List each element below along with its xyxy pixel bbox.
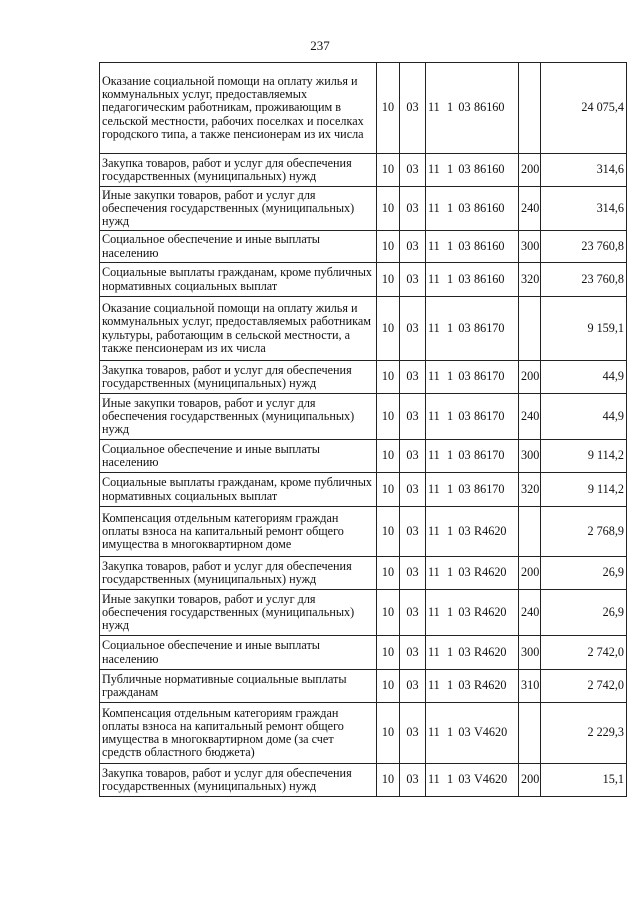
expense-type-code: 240 — [519, 187, 541, 231]
target-article-part: 03 — [458, 644, 471, 659]
target-article-code — [426, 394, 519, 440]
target-article-part: 1 — [446, 200, 454, 215]
expense-type-code: 200 — [519, 154, 541, 187]
target-article-part: 03 — [458, 271, 471, 286]
target-article-part: 11 — [428, 200, 440, 215]
expense-type-code: 310 — [519, 670, 541, 703]
target-article-part: 1 — [446, 100, 454, 115]
subsection-code: 03 — [400, 764, 426, 797]
target-article-part: 86160 — [474, 162, 505, 177]
amount: 23 760,8 — [541, 263, 627, 297]
subsection-code: 03 — [400, 394, 426, 440]
amount: 9 159,1 — [541, 297, 627, 361]
budget-table — [99, 62, 627, 797]
target-article-part: 11 — [428, 481, 440, 496]
target-article-part: R4620 — [474, 678, 507, 693]
table-row — [100, 231, 627, 263]
row-description: Закупка товаров, работ и услуг для обеспечения государственных (муниципальных) нужд — [100, 361, 377, 394]
target-article-part: 11 — [428, 408, 440, 423]
amount: 314,6 — [541, 154, 627, 187]
target-article-part: V4620 — [474, 725, 508, 740]
row-description: Иные закупки товаров, работ и услуг для обеспечения государственных (муниципальных) нужд — [100, 590, 377, 636]
budget-table-body — [100, 63, 627, 797]
section-code: 10 — [377, 263, 400, 297]
target-article-code — [426, 440, 519, 473]
subsection-code: 03 — [400, 636, 426, 670]
target-article-part: 11 — [428, 725, 440, 740]
section-code: 10 — [377, 154, 400, 187]
target-article-part: R4620 — [474, 644, 507, 659]
row-description: Иные закупки товаров, работ и услуг для обеспечения государственных (муниципальных) нужд — [100, 187, 377, 231]
amount: 26,9 — [541, 590, 627, 636]
target-article-part: R4620 — [474, 604, 507, 619]
subsection-code: 03 — [400, 440, 426, 473]
table-row — [100, 636, 627, 670]
target-article-part: 11 — [428, 523, 440, 538]
subsection-code: 03 — [400, 297, 426, 361]
target-article-code — [426, 63, 519, 154]
row-description: Социальные выплаты гражданам, кроме публичных нормативных социальных выплат — [100, 263, 377, 297]
table-row — [100, 670, 627, 703]
target-article-code — [426, 703, 519, 764]
target-article-part: 86160 — [474, 271, 505, 286]
target-article-part: R4620 — [474, 523, 507, 538]
table-row — [100, 703, 627, 764]
expense-type-code: 300 — [519, 231, 541, 263]
expense-type-code — [519, 297, 541, 361]
target-article-part: 1 — [446, 408, 454, 423]
section-code: 10 — [377, 507, 400, 557]
expense-type-code — [519, 507, 541, 557]
target-article-part: 03 — [458, 523, 471, 538]
subsection-code: 03 — [400, 63, 426, 154]
section-code: 10 — [377, 297, 400, 361]
amount: 314,6 — [541, 187, 627, 231]
target-article-part: 1 — [446, 644, 454, 659]
target-article-part: 86170 — [474, 481, 505, 496]
expense-type-code: 200 — [519, 557, 541, 590]
table-row — [100, 557, 627, 590]
amount: 2 742,0 — [541, 636, 627, 670]
row-description: Публичные нормативные социальные выплаты гражданам — [100, 670, 377, 703]
target-article-part: 86160 — [474, 200, 505, 215]
target-article-part: 03 — [458, 320, 471, 335]
section-code: 10 — [377, 557, 400, 590]
subsection-code: 03 — [400, 154, 426, 187]
row-description: Иные закупки товаров, работ и услуг для обеспечения государственных (муниципальных) нужд — [100, 394, 377, 440]
subsection-code: 03 — [400, 590, 426, 636]
target-article-part: 1 — [446, 369, 454, 384]
target-article-part: 03 — [458, 772, 471, 787]
table-row — [100, 263, 627, 297]
target-article-part: 11 — [428, 369, 440, 384]
amount: 44,9 — [541, 361, 627, 394]
subsection-code: 03 — [400, 263, 426, 297]
page-number: 237 — [310, 38, 330, 53]
subsection-code: 03 — [400, 703, 426, 764]
target-article-part: 1 — [446, 725, 454, 740]
expense-type-code: 320 — [519, 263, 541, 297]
target-article-part: 1 — [446, 448, 454, 463]
amount: 24 075,4 — [541, 63, 627, 154]
target-article-code — [426, 636, 519, 670]
section-code: 10 — [377, 231, 400, 263]
table-row — [100, 590, 627, 636]
target-article-part: 03 — [458, 238, 471, 253]
section-code: 10 — [377, 590, 400, 636]
target-article-part: 11 — [428, 238, 440, 253]
amount: 9 114,2 — [541, 440, 627, 473]
target-article-part: 03 — [458, 369, 471, 384]
target-article-code — [426, 590, 519, 636]
target-article-code — [426, 263, 519, 297]
target-article-part: 1 — [446, 320, 454, 335]
target-article-part: 1 — [446, 238, 454, 253]
row-description: Закупка товаров, работ и услуг для обеспечения государственных (муниципальных) нужд — [100, 764, 377, 797]
subsection-code: 03 — [400, 507, 426, 557]
target-article-part: 11 — [428, 678, 440, 693]
target-article-part: 86160 — [474, 238, 505, 253]
target-article-part: 11 — [428, 604, 440, 619]
target-article-part: 11 — [428, 271, 440, 286]
table-row — [100, 63, 627, 154]
section-code: 10 — [377, 473, 400, 507]
table-row — [100, 187, 627, 231]
amount: 44,9 — [541, 394, 627, 440]
section-code: 10 — [377, 361, 400, 394]
target-article-code — [426, 154, 519, 187]
target-article-part: 1 — [446, 162, 454, 177]
target-article-part: 86160 — [474, 100, 505, 115]
expense-type-code — [519, 703, 541, 764]
target-article-code — [426, 670, 519, 703]
target-article-part: 11 — [428, 772, 440, 787]
expense-type-code: 300 — [519, 636, 541, 670]
row-description: Оказание социальной помощи на оплату жилья и коммунальных услуг, предоставляемых работникам культуры, работающим в сельской местности, а также пенсионерам из их числа — [100, 297, 377, 361]
target-article-part: 11 — [428, 644, 440, 659]
subsection-code: 03 — [400, 231, 426, 263]
target-article-code — [426, 361, 519, 394]
target-article-part: 86170 — [474, 408, 505, 423]
target-article-part: 03 — [458, 604, 471, 619]
amount: 15,1 — [541, 764, 627, 797]
section-code: 10 — [377, 394, 400, 440]
target-article-part: 03 — [458, 565, 471, 580]
target-article-part: 11 — [428, 320, 440, 335]
target-article-part: 03 — [458, 448, 471, 463]
row-description: Социальные выплаты гражданам, кроме публичных нормативных социальных выплат — [100, 473, 377, 507]
expense-type-code: 200 — [519, 764, 541, 797]
subsection-code: 03 — [400, 473, 426, 507]
section-code: 10 — [377, 703, 400, 764]
row-description: Социальное обеспечение и иные выплаты населению — [100, 636, 377, 670]
target-article-part: V4620 — [474, 772, 508, 787]
amount: 26,9 — [541, 557, 627, 590]
section-code: 10 — [377, 636, 400, 670]
table-row — [100, 440, 627, 473]
target-article-part: 86170 — [474, 448, 505, 463]
target-article-code — [426, 557, 519, 590]
section-code: 10 — [377, 63, 400, 154]
amount: 2 229,3 — [541, 703, 627, 764]
row-description: Компенсация отдельным категориям граждан оплаты взноса на капитальный ремонт общего имущества в многоквартирном доме (за счет средств областного бюджета) — [100, 703, 377, 764]
table-row — [100, 473, 627, 507]
section-code: 10 — [377, 187, 400, 231]
target-article-part: 11 — [428, 162, 440, 177]
section-code: 10 — [377, 440, 400, 473]
expense-type-code: 240 — [519, 590, 541, 636]
amount: 2 742,0 — [541, 670, 627, 703]
expense-type-code: 200 — [519, 361, 541, 394]
table-row — [100, 764, 627, 797]
table-row — [100, 154, 627, 187]
target-article-part: 11 — [428, 100, 440, 115]
row-description: Социальное обеспечение и иные выплаты населению — [100, 440, 377, 473]
table-row — [100, 507, 627, 557]
target-article-code — [426, 231, 519, 263]
expense-type-code: 320 — [519, 473, 541, 507]
row-description: Закупка товаров, работ и услуг для обеспечения государственных (муниципальных) нужд — [100, 557, 377, 590]
target-article-part: 03 — [458, 481, 471, 496]
target-article-part: R4620 — [474, 565, 507, 580]
section-code: 10 — [377, 670, 400, 703]
expense-type-code: 240 — [519, 394, 541, 440]
target-article-part: 1 — [446, 772, 454, 787]
target-article-part: 03 — [458, 200, 471, 215]
target-article-part: 03 — [458, 100, 471, 115]
table-row — [100, 361, 627, 394]
table-row — [100, 394, 627, 440]
target-article-part: 1 — [446, 678, 454, 693]
target-article-code — [426, 297, 519, 361]
target-article-part: 11 — [428, 448, 440, 463]
target-article-part: 1 — [446, 271, 454, 286]
row-description: Социальное обеспечение и иные выплаты населению — [100, 231, 377, 263]
subsection-code: 03 — [400, 361, 426, 394]
target-article-part: 1 — [446, 481, 454, 496]
target-article-code — [426, 507, 519, 557]
subsection-code: 03 — [400, 187, 426, 231]
expense-type-code — [519, 63, 541, 154]
amount: 2 768,9 — [541, 507, 627, 557]
expense-type-code: 300 — [519, 440, 541, 473]
target-article-part: 86170 — [474, 369, 505, 384]
subsection-code: 03 — [400, 557, 426, 590]
target-article-part: 1 — [446, 565, 454, 580]
target-article-part: 03 — [458, 678, 471, 693]
table-row — [100, 297, 627, 361]
section-code: 10 — [377, 764, 400, 797]
amount: 9 114,2 — [541, 473, 627, 507]
target-article-part: 1 — [446, 604, 454, 619]
subsection-code: 03 — [400, 670, 426, 703]
target-article-code — [426, 473, 519, 507]
target-article-part: 03 — [458, 725, 471, 740]
target-article-code — [426, 187, 519, 231]
target-article-code — [426, 764, 519, 797]
row-description: Закупка товаров, работ и услуг для обеспечения государственных (муниципальных) нужд — [100, 154, 377, 187]
target-article-part: 11 — [428, 565, 440, 580]
amount: 23 760,8 — [541, 231, 627, 263]
row-description: Оказание социальной помощи на оплату жилья и коммунальных услуг, предоставляемых педагогическим работникам, проживающим в сельской местности, рабочих поселках и поселках городского типа, а также пенсионерам из их числа — [100, 63, 377, 154]
target-article-part: 03 — [458, 162, 471, 177]
target-article-part: 86170 — [474, 320, 505, 335]
row-description: Компенсация отдельным категориям граждан оплаты взноса на капитальный ремонт общего имущества в многоквартирном доме — [100, 507, 377, 557]
target-article-part: 1 — [446, 523, 454, 538]
target-article-part: 03 — [458, 408, 471, 423]
